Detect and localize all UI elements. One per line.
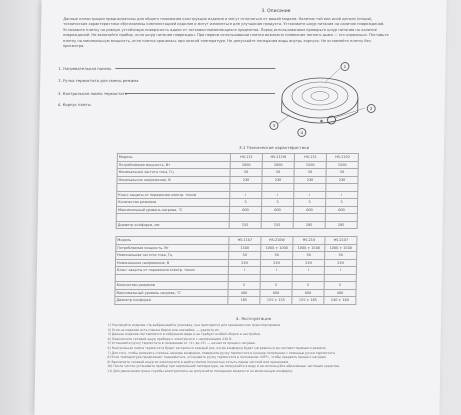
value-cell: HS-111W xyxy=(262,154,294,162)
value-cell: I xyxy=(294,191,326,199)
value-cell: 600 xyxy=(229,206,261,214)
value-cell: HS-2107 xyxy=(325,237,357,245)
table-row xyxy=(117,169,358,177)
value-cell: 230 xyxy=(292,259,324,267)
value-cell xyxy=(261,214,293,222)
value-cell: HS-111 xyxy=(230,154,262,162)
value-cell: 5 xyxy=(294,199,326,207)
table-row xyxy=(116,252,357,260)
row-label-cell: Номинальная частота тока, Гц xyxy=(117,169,230,177)
value-cell xyxy=(324,274,356,282)
value-cell: 155 xyxy=(229,221,261,229)
value-cell: 600 xyxy=(261,206,293,214)
value-cell xyxy=(294,184,326,192)
value-cell: 50 xyxy=(230,169,262,177)
value-cell: 155 + 185 xyxy=(292,297,324,305)
value-cell: 5 xyxy=(326,199,358,207)
row-label-cell: Количество режимов xyxy=(115,282,228,290)
usage-item: 2) Если на изделии есть пленка бирки или наклейки, — удалите их. xyxy=(107,327,220,332)
spec-table-2 xyxy=(114,236,357,305)
value-cell: 1000 + 1500 xyxy=(325,244,357,252)
value-cell: 230 xyxy=(262,176,294,184)
value-cell: 230 xyxy=(324,259,356,267)
value-cell xyxy=(326,184,358,192)
value-cell: 230 xyxy=(230,176,262,184)
usage-item: 3) Данное изделие поставляется в собранном виде и не требует особой сборки и настройки. xyxy=(107,332,261,337)
usage-item: 6) Контрольная лампа термостата будет загораться каждый раз, когда конфорка будет нагреваться до соответствующего режима. xyxy=(107,345,327,350)
value-cell: I xyxy=(326,191,358,199)
table-title: 3.1 Технические характеристики xyxy=(239,145,310,150)
part-item-2: 2. Ручка термостата для смены режима xyxy=(58,78,139,83)
value-cell: HS-210 xyxy=(293,237,325,245)
value-cell: 230 xyxy=(260,259,292,267)
section-title: 3. Описание xyxy=(261,9,291,14)
callout-2: 2 xyxy=(367,104,376,113)
usage-item: 8) Если температура продолжает подниматься, установите ручку термостата в положение «OFF», чтобы прервать процесс нагрева. xyxy=(107,355,327,360)
value-cell: 185 xyxy=(325,221,357,229)
part-item-4: 4. Корпус плиты xyxy=(57,102,91,107)
value-cell: 50 xyxy=(294,169,326,177)
row-label-cell: Номинальное напряжение, В xyxy=(115,259,228,267)
usage-item: 4) Подключите сетевой шнур прибора к электросети с напряжением 230 В. xyxy=(107,336,233,341)
value-cell: 600 xyxy=(325,206,357,214)
value-cell: 50 xyxy=(325,252,357,260)
value-cell: 1000 + 1500 xyxy=(293,244,325,252)
spec-table-1 xyxy=(116,153,359,229)
row-label-cell: Класс защиты от поражения электр. током xyxy=(117,191,230,199)
row-label-cell: Максимальный уровень нагрева, °С xyxy=(115,289,228,297)
part-item-1: 1. Нагревательная панель xyxy=(58,66,112,71)
usage-instructions xyxy=(107,323,413,374)
table-row xyxy=(117,184,358,192)
value-cell xyxy=(262,184,294,192)
value-cell: 140 + 160 xyxy=(324,297,356,305)
value-cell: HS-115 xyxy=(294,154,326,162)
value-cell: 1500 xyxy=(326,161,358,169)
value-cell: 50 xyxy=(293,252,325,260)
value-cell: 5 xyxy=(228,282,260,290)
table-header-row xyxy=(117,154,358,162)
usage-item: 11) Для увеличения срока службы электроплиты не допускайте попадания жидкости на включенную конфорку. xyxy=(107,368,294,373)
value-cell xyxy=(229,214,261,222)
leader-line xyxy=(125,93,275,94)
table-row xyxy=(116,206,357,214)
table-row xyxy=(115,267,356,275)
table-row xyxy=(117,176,358,184)
value-cell xyxy=(260,274,292,282)
value-cell: I xyxy=(228,267,260,275)
value-cell: 230 xyxy=(326,176,358,184)
row-label-cell xyxy=(115,274,228,282)
value-cell: 5 xyxy=(292,282,324,290)
value-cell: HS-210W xyxy=(261,237,293,245)
usage-item: 10) После чистки установите прибор при нормальной температуре, не погружайте в воду и не используйте абразивные чистящие средства. xyxy=(107,364,340,369)
row-label-cell: Модель xyxy=(116,237,229,245)
usage-item: 7) Для того, чтобы изменить степень нагрева конфорки, поверните ручку термостата в нужное положение с помощью ручки термостата. xyxy=(107,350,336,355)
value-cell xyxy=(292,274,324,282)
value-cell: 185 xyxy=(293,221,325,229)
value-cell: HS-1167 xyxy=(229,237,261,245)
table-row xyxy=(116,221,357,229)
value-cell: I xyxy=(262,191,294,199)
value-cell: 600 xyxy=(293,206,325,214)
value-cell: 400 xyxy=(228,289,260,297)
callout-1: 1 xyxy=(340,62,349,71)
value-cell xyxy=(228,274,260,282)
value-cell: I xyxy=(230,191,262,199)
value-cell: 5 xyxy=(324,282,356,290)
value-cell: 185 xyxy=(228,297,260,305)
usage-item: 1) Распакуйте изделие. Не выбрасывайте упаковку, она пригодится для хранения или транспортировки. xyxy=(107,323,282,327)
row-label-cell: Диаметр конфорки xyxy=(115,297,228,305)
table-row xyxy=(115,297,356,305)
value-cell: 50 xyxy=(261,252,293,260)
row-label-cell: Диаметр конфорки, мм xyxy=(116,221,229,229)
row-label-cell: Потребляемая мощность, Вт xyxy=(116,244,229,252)
value-cell xyxy=(230,184,262,192)
value-cell: 50 xyxy=(326,169,358,177)
row-label-cell: Класс защиты от поражения электр. током xyxy=(115,267,228,275)
table-row xyxy=(115,259,356,267)
value-cell: 5 xyxy=(230,199,262,207)
usage-title: 4. Эксплуатация xyxy=(236,316,272,321)
leader-line xyxy=(115,68,275,69)
row-label-cell xyxy=(116,214,229,222)
usage-item: 5) Установите ручку термостата в положение от «1» до «5» — начнется процесс нагрева. xyxy=(107,341,256,346)
value-cell: 230 xyxy=(228,259,260,267)
callout-3: 3 xyxy=(269,121,278,130)
table-row xyxy=(115,282,356,290)
manual-page xyxy=(34,0,446,415)
value-cell: 5 xyxy=(262,199,294,207)
value-cell: I xyxy=(292,267,324,275)
value-cell: 155 + 155 xyxy=(260,297,292,305)
usage-item: 9) Выключите сетевой шнур из электросети и дайте плитке полностью остыть перед чисткой или хранением. xyxy=(107,359,290,364)
table-row xyxy=(117,191,358,199)
value-cell: 600 xyxy=(292,289,324,297)
table-header-row xyxy=(116,237,357,245)
value-cell: 400 xyxy=(324,289,356,297)
value-cell: 1000 xyxy=(230,161,262,169)
table-row xyxy=(116,244,357,252)
row-label-cell: Максимальный уровень нагрева, °С xyxy=(116,206,229,214)
table-row xyxy=(117,161,358,169)
row-label-cell: Потребляемая мощность, Вт xyxy=(117,161,230,169)
callout-4: 4 xyxy=(297,128,306,137)
value-cell xyxy=(293,214,325,222)
row-label-cell: Количество режимов xyxy=(117,199,230,207)
value-cell: 1000 xyxy=(262,161,294,169)
value-cell: 1000 + 1000 xyxy=(261,244,293,252)
value-cell: 50 xyxy=(229,252,261,260)
value-cell xyxy=(325,214,357,222)
table-row xyxy=(117,199,358,207)
value-cell: 155 xyxy=(261,221,293,229)
value-cell: 50 xyxy=(262,169,294,177)
row-label-cell xyxy=(117,184,230,192)
value-cell: 1500 xyxy=(229,244,261,252)
value-cell: 5 xyxy=(260,282,292,290)
row-label-cell: Номинальное напряжение, В xyxy=(117,176,230,184)
table-row xyxy=(115,274,356,282)
row-label-cell: Модель xyxy=(117,154,230,162)
value-cell: 600 xyxy=(260,289,292,297)
value-cell: I xyxy=(260,267,292,275)
value-cell: 1500 xyxy=(294,161,326,169)
intro-paragraph: Данные иллюстрации предназначены для общего понимания конструкции изделия и могут отличаться от вашей модели. Наличие той или иной детали (опции), технические характеристики обусловлены комплектацией изделия и могут изменяться для улучшения продукта. Установите шнур питания на наличие повреждений. Установите плитку на ровную устойчивую поверхность вдали от легковоспламеняющихся предметов. Перед использованием проверьте шнур питания на наличие повреждений. Не включайте прибор, если шнур питания поврежден. При первом использовании плитки возможно появление легкого дыма — это нормально. Поставьте плитку на минимальную мощность, если плитка хранилась при низкой температуре. Не допускайте попадания воды внутрь корпуса. Не оставляйте плитку без присмотра. xyxy=(62,17,389,49)
table-row xyxy=(116,214,357,222)
background-edge xyxy=(0,0,38,415)
row-label-cell: Номинальная частота тока, Гц xyxy=(116,252,229,260)
value-cell: HS-1150 xyxy=(326,154,358,162)
value-cell: I xyxy=(324,267,356,275)
part-item-3: 3. Контрольная лампа термостата xyxy=(57,91,128,96)
hotplate-illustration xyxy=(269,60,380,140)
value-cell: 230 xyxy=(294,176,326,184)
table-row xyxy=(115,289,356,297)
